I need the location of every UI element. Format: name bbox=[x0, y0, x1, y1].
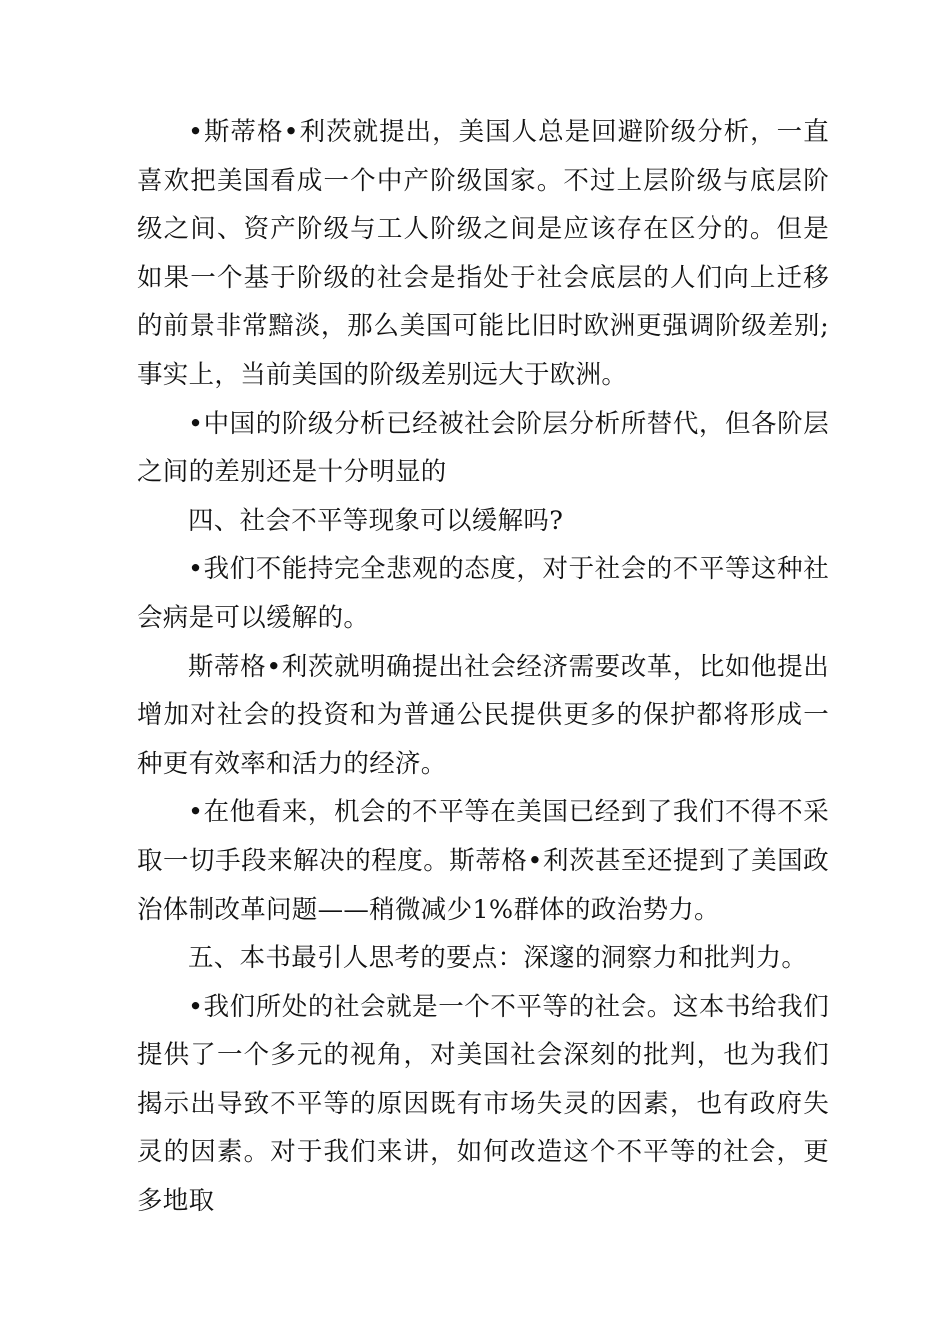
section-heading-five: 五、本书最引人思考的要点：深邃的洞察力和批判力。 bbox=[188, 943, 808, 974]
paragraph-china-class-analysis: •中国的阶级分析已经被社会阶层分析所替代，但各阶层之间的差别还是十分明显的 bbox=[137, 408, 829, 488]
paragraph-economic-reform: 斯蒂格•利茨就明确提出社会经济需要改革，比如他提出增加对社会的投资和为普通公民提供更多的保护都将形成一种更有效率和活力的经济。 bbox=[137, 651, 829, 779]
section-heading-four: 四、社会不平等现象可以缓解吗? bbox=[188, 505, 564, 536]
paragraph-inequality-of-opportunity: •在他看来，机会的不平等在美国已经到了我们不得不采取一切手段来解决的程度。斯蒂格•利茨甚至还提到了美国政治体制改革问题——稍微减少1%群体的政治势力。 bbox=[137, 797, 829, 925]
paragraph-unequal-society: •我们所处的社会就是一个不平等的社会。这本书给我们提供了一个多元的视角，对美国社会深刻的批判，也为我们揭示出导致不平等的原因既有市场失灵的因素，也有政府失灵的因素。对于我们来讲，如何改造这个不平等的社会，更多地取 bbox=[137, 991, 829, 1217]
document-body bbox=[137, 108, 829, 1226]
paragraph-not-pessimistic: •我们不能持完全悲观的态度，对于社会的不平等这种社会病是可以缓解的。 bbox=[137, 554, 829, 633]
paragraph-stiglitz-class-analysis: •斯蒂格•利茨就提出，美国人总是回避阶级分析，一直喜欢把美国看成一个中产阶级国家。不过上层阶级与底层阶级之间、资产阶级与工人阶级之间是应该存在区分的。但是如果一个基于阶级的社会是指处于社会底层的人们向上迁移的前景非常黯淡，那么美国可能比旧时欧洲更强调阶级差别;事实上，当前美国的阶级差别远大于欧洲。 bbox=[137, 117, 829, 390]
